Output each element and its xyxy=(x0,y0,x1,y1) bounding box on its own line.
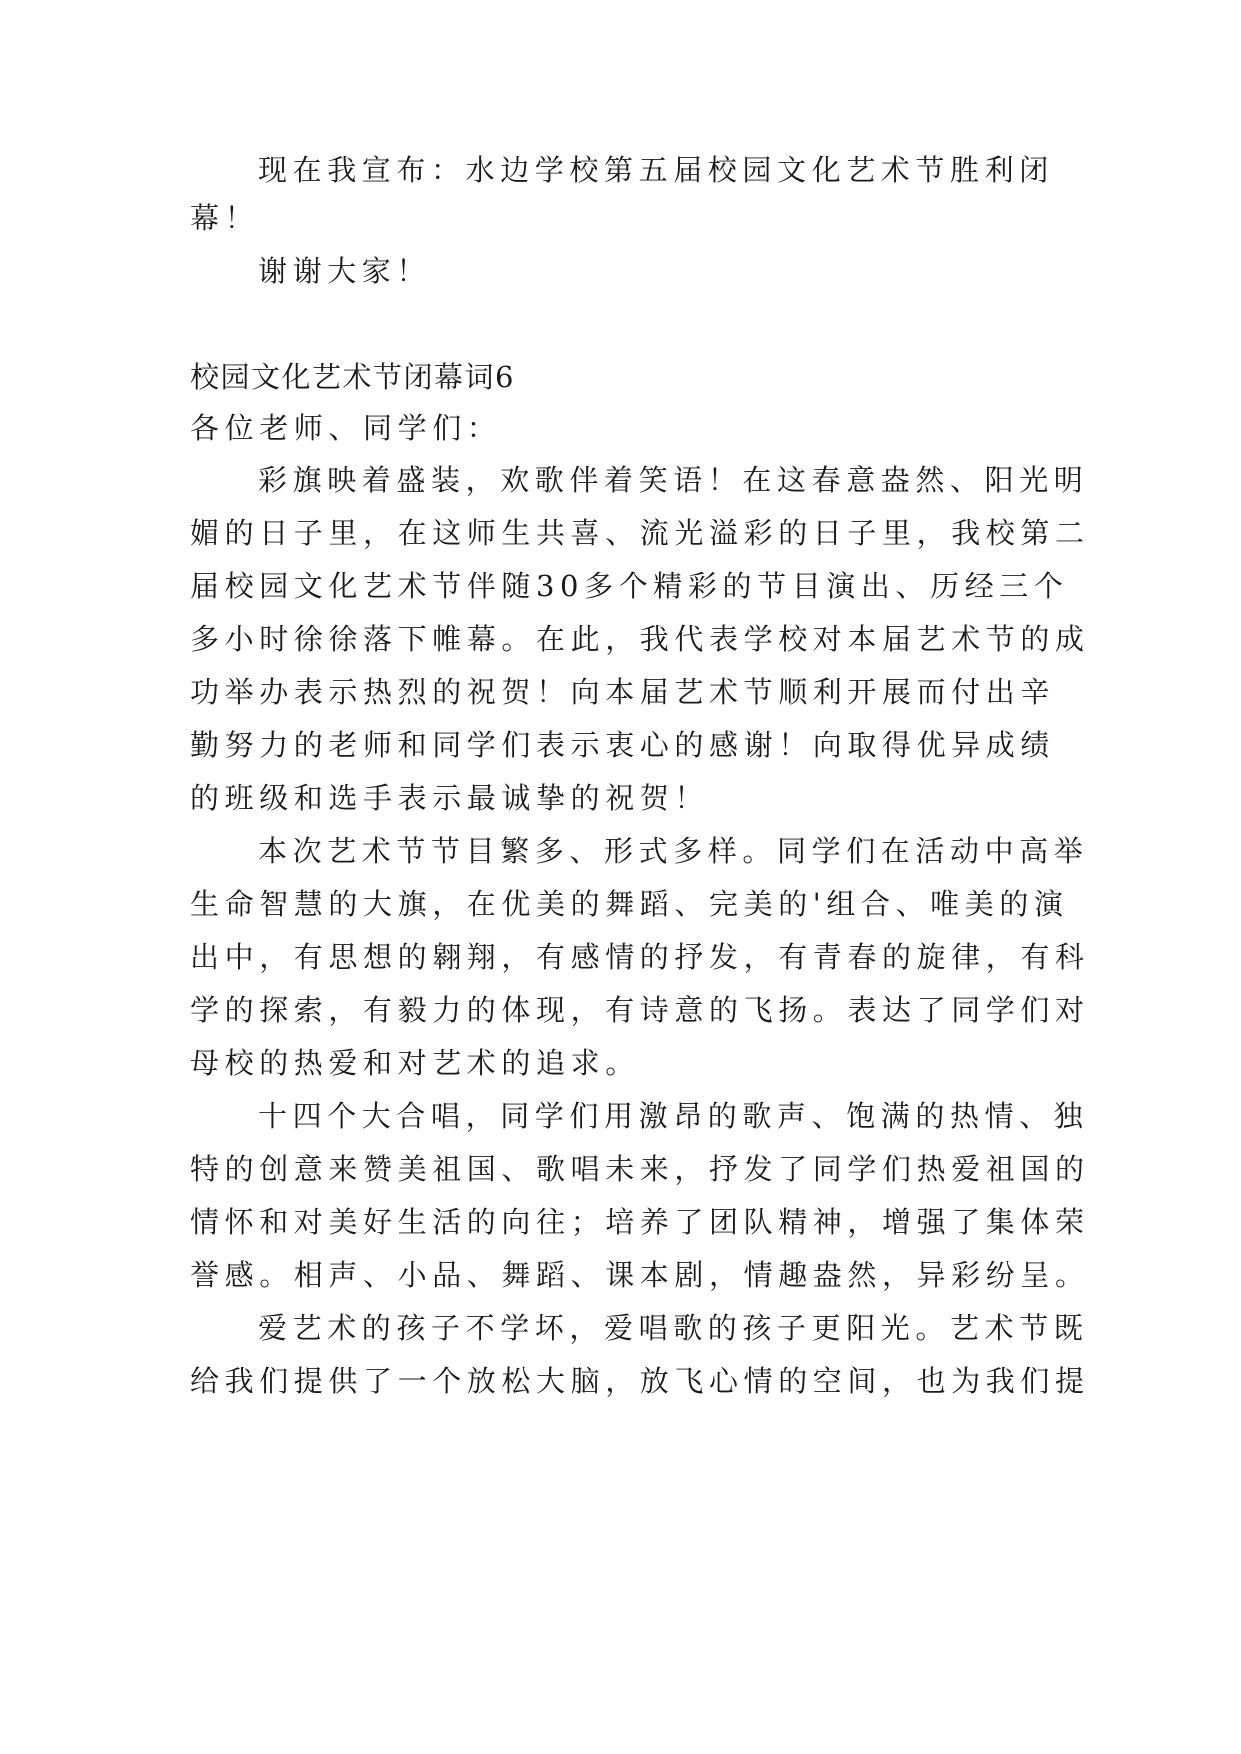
paragraph-3-line-3: 情怀和对美好生活的向往；培养了团队精神，增强了集体荣 xyxy=(190,1205,1090,1239)
paragraph-1-line-5: 功举办表示热烈的祝贺！向本届艺术节顺利开展而付出辛 xyxy=(190,675,1056,709)
section-title: 校园文化艺术节闭幕词6 xyxy=(190,360,515,394)
closing-announcement-line-1: 现在我宣布：水边学校第五届校园文化艺术节胜利闭 xyxy=(258,153,1054,187)
paragraph-1-line-3: 届校园文化艺术节伴随30多个精彩的节目演出、历经三个 xyxy=(190,569,1069,603)
section-salutation: 各位老师、同学们： xyxy=(190,411,502,445)
paragraph-2-line-4: 学的探索，有毅力的体现，有诗意的飞扬。表达了同学们对 xyxy=(190,993,1090,1027)
paragraph-1-line-1: 彩旗映着盛装，欢歌伴着笑语！在这春意盎然、阳光明 xyxy=(258,463,1089,497)
closing-announcement-line-2: 幕！ xyxy=(190,201,260,235)
paragraph-1-line-2: 媚的日子里，在这师生共喜、流光溢彩的日子里，我校第二 xyxy=(190,516,1090,550)
paragraph-1-line-6: 勤努力的老师和同学们表示衷心的感谢！向取得优异成绩 xyxy=(190,728,1056,762)
paragraph-4-line-2: 给我们提供了一个放松大脑，放飞心情的空间，也为我们提 xyxy=(190,1364,1090,1398)
paragraph-2-line-2: 生命智慧的大旗，在优美的舞蹈、完美的'组合、唯美的演 xyxy=(190,887,1069,921)
paragraph-3-line-4: 誉感。相声、小品、舞蹈、课本剧，情趣盎然，异彩纷呈。 xyxy=(190,1258,1090,1292)
paragraph-4-line-1: 爱艺术的孩子不学坏，爱唱歌的孩子更阳光。艺术节既 xyxy=(258,1311,1089,1345)
paragraph-2-line-5: 母校的热爱和对艺术的追求。 xyxy=(190,1046,640,1080)
paragraph-1-line-4: 多小时徐徐落下帷幕。在此，我代表学校对本届艺术节的成 xyxy=(190,622,1090,656)
paragraph-3-line-1: 十四个大合唱，同学们用激昂的歌声、饱满的热情、独 xyxy=(258,1099,1089,1133)
closing-thanks: 谢谢大家！ xyxy=(258,254,432,288)
paragraph-2-line-3: 出中，有思想的翱翔，有感情的抒发，有青春的旋律，有科 xyxy=(190,940,1090,974)
paragraph-3-line-2: 特的创意来赞美祖国、歌唱未来，抒发了同学们热爱祖国的 xyxy=(190,1152,1090,1186)
paragraph-2-line-1: 本次艺术节节目繁多、形式多样。同学们在活动中高举 xyxy=(258,834,1089,868)
paragraph-1-line-7: 的班级和选手表示最诚挚的祝贺！ xyxy=(190,781,710,815)
